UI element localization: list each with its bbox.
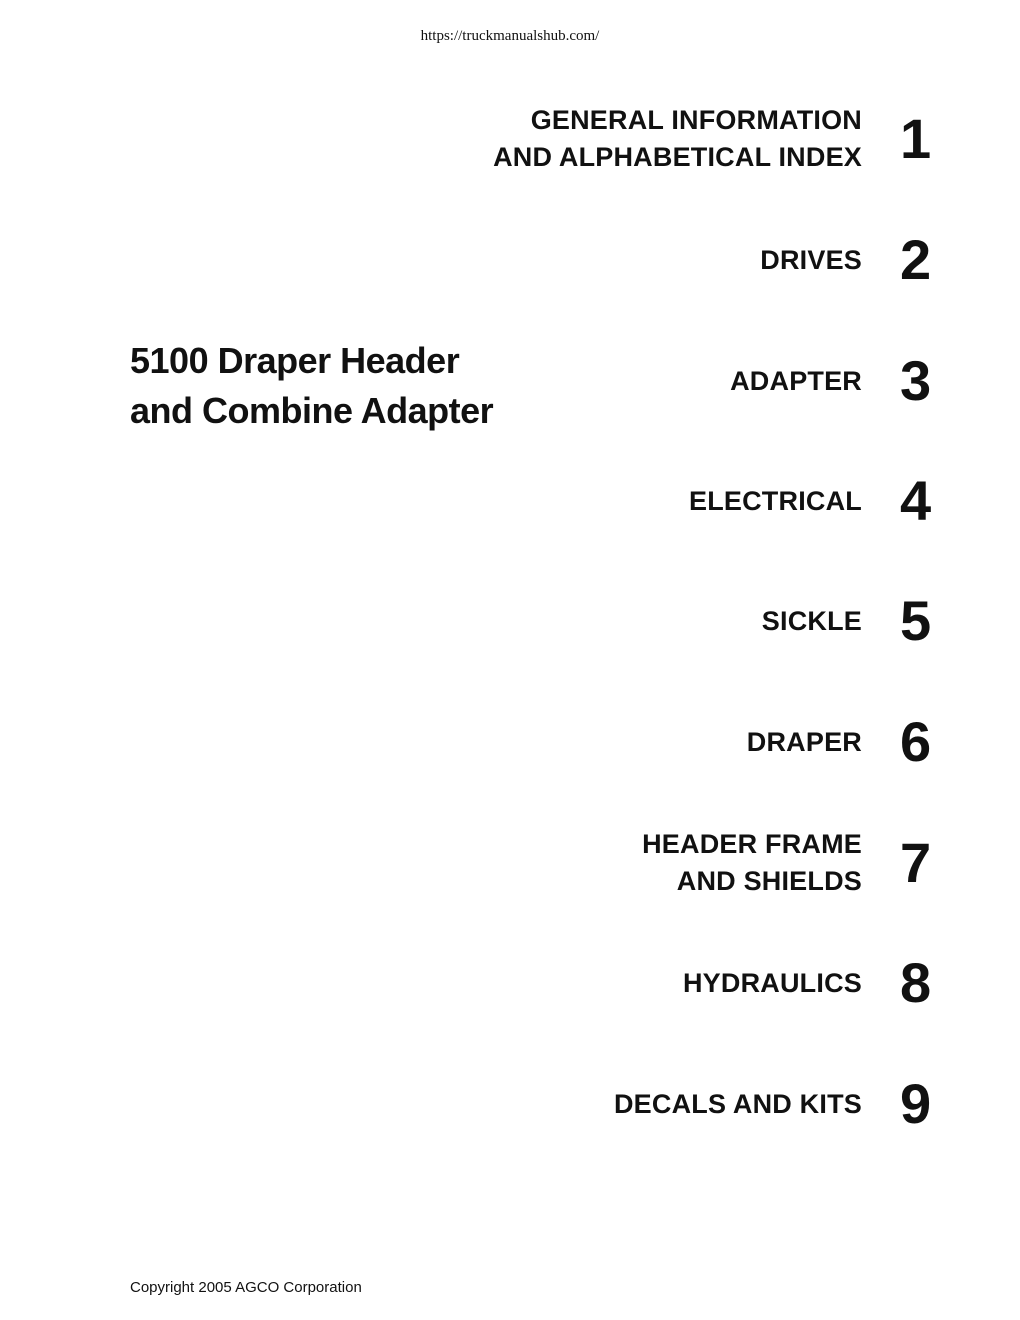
section-number: 1 xyxy=(900,107,932,170)
section-label-line-1: SICKLE xyxy=(761,605,862,636)
document-title-line-2: and Combine Adapter xyxy=(130,390,494,431)
section-label xyxy=(762,603,862,640)
section-label xyxy=(683,965,862,1002)
section-number: 8 xyxy=(900,951,932,1014)
section-number: 6 xyxy=(900,710,932,773)
section-label-line-1: HEADER FRAME xyxy=(642,829,862,859)
section-number: 5 xyxy=(900,589,932,652)
section-6-draper[interactable] xyxy=(400,707,940,777)
section-label-line-1: GENERAL INFORMATION xyxy=(530,105,862,135)
section-label-line-1: HYDRAULICS xyxy=(682,967,862,998)
section-4-electrical[interactable] xyxy=(400,466,940,536)
section-3-adapter[interactable] xyxy=(400,346,940,416)
section-label xyxy=(493,102,862,176)
copyright-notice: Copyright 2005 AGCO Corporation xyxy=(130,1279,362,1296)
section-9-decals-and-kits[interactable] xyxy=(400,1069,940,1139)
section-number: 4 xyxy=(900,469,932,532)
section-label xyxy=(760,242,862,279)
section-label-line-1: ELECTRICAL xyxy=(689,485,862,516)
section-number: 3 xyxy=(900,349,932,412)
section-number: 2 xyxy=(900,228,932,291)
section-label-line-2: AND SHIELDS xyxy=(676,866,862,896)
section-label xyxy=(730,363,862,400)
section-number: 7 xyxy=(900,831,932,894)
section-label-line-1: DRIVES xyxy=(760,244,862,275)
source-url[interactable]: https://truckmanualshub.com/ xyxy=(420,28,600,44)
section-number: 9 xyxy=(900,1072,932,1135)
section-1-general-information[interactable] xyxy=(400,104,940,174)
section-label-line-1: ADAPTER xyxy=(730,365,862,396)
section-label xyxy=(614,1086,862,1123)
section-label xyxy=(747,724,862,761)
document-title-line-1: 5100 Draper Header xyxy=(130,340,460,381)
section-label-line-1: DECALS AND KITS xyxy=(613,1088,862,1119)
section-2-drives[interactable] xyxy=(400,225,940,295)
section-8-hydraulics[interactable] xyxy=(400,948,940,1018)
section-label-line-1: DRAPER xyxy=(746,726,862,757)
section-7-header-frame[interactable] xyxy=(400,828,940,898)
section-label-line-2: AND ALPHABETICAL INDEX xyxy=(493,142,862,172)
section-5-sickle[interactable] xyxy=(400,586,940,656)
section-label xyxy=(689,483,862,520)
section-label xyxy=(642,826,862,900)
